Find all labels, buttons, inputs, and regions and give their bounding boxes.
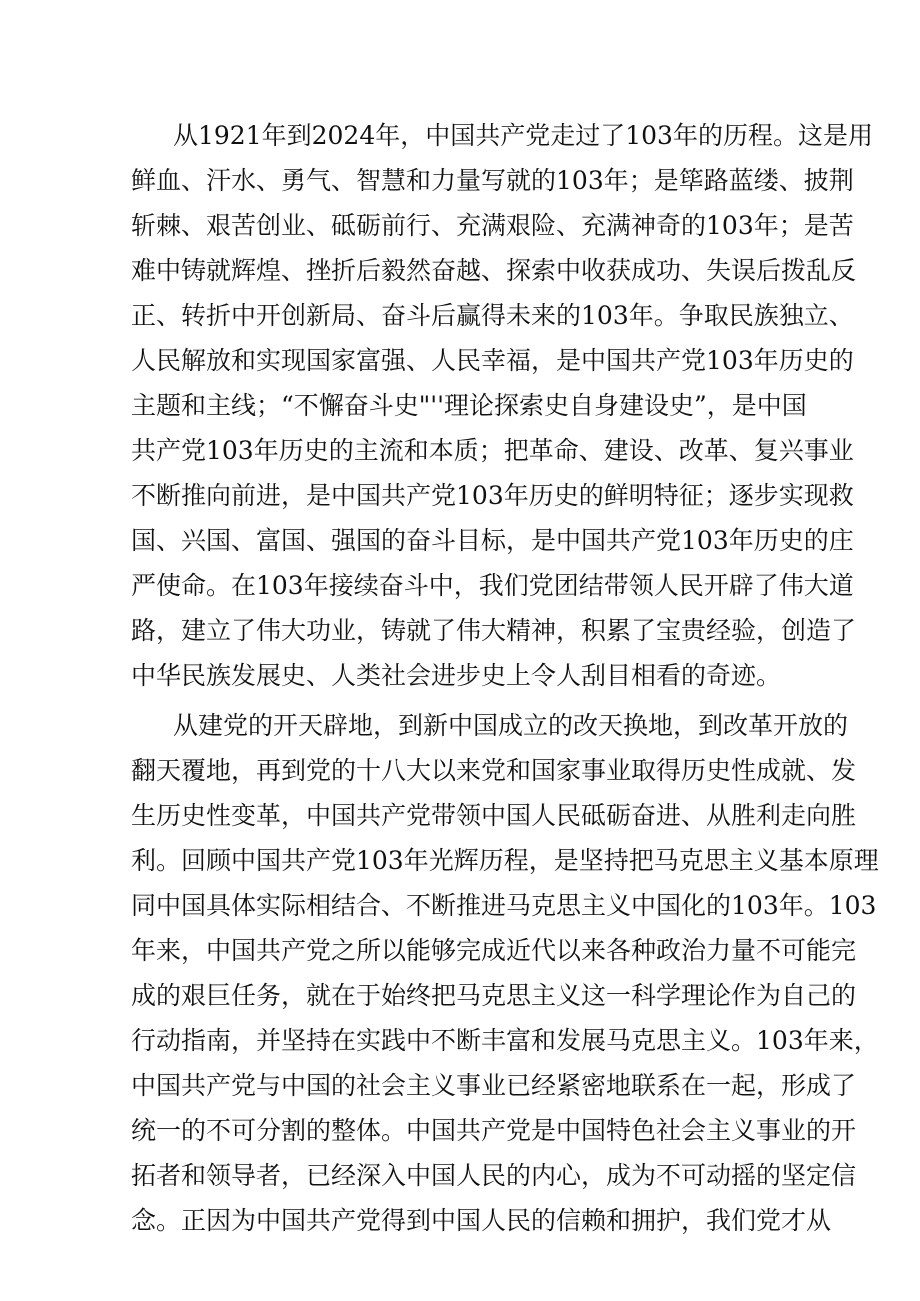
text-line: 鲜血、汗水、勇气、智慧和力量写就的103年；是筚路蓝缕、披荆 [131, 166, 854, 195]
text-line: 拓者和领导者，已经深入中国人民的内心，成为不可动摇的坚定信 [131, 1161, 857, 1190]
text-line: 从建党的开天辟地，到新中国成立的改天换地，到改革开放的 [173, 711, 849, 740]
document-body [131, 113, 879, 1243]
text-line: 难中铸就辉煌、挫折后毅然奋越、探索中收获成功、失误后拨乱反 [131, 256, 857, 285]
text-line: 不断推向前进，是中国共产党103年历史的鲜明特征；逐步实现救 [131, 481, 854, 510]
text-line: 中国共产党与中国的社会主义事业已经紧密地联系在一起，形成了 [131, 1071, 857, 1100]
text-line: 念。正因为中国共产党得到中国人民的信赖和拥护，我们党才从 [131, 1206, 832, 1235]
text-line: 斩棘、艰苦创业、砥砺前行、充满艰险、充满神奇的103年；是苦 [131, 211, 854, 240]
text-line: 生历史性变革，中国共产党带领中国人民砥砺奋进、从胜利走向胜 [131, 801, 857, 830]
text-line: 从1921年到2024年，中国共产党走过了103年的历程。这是用 [173, 121, 873, 150]
text-line: 主题和主线；“不懈奋斗史"''理论探索史自身建设史”，是中国 [131, 391, 807, 420]
text-line: 人民解放和实现国家富强、人民幸福，是中国共产党103年历史的 [131, 346, 854, 375]
text-line: 成的艰巨任务，就在于始终把马克思主义这一科学理论作为自己的 [131, 981, 857, 1010]
text-line: 统一的不可分割的整体。中国共产党是中国特色社会主义事业的开 [131, 1116, 857, 1145]
text-line: 严使命。在103年接续奋斗中，我们党团结带领人民开辟了伟大道 [131, 571, 854, 600]
text-line: 行动指南，并坚持在实践中不断丰富和发展马克思主义。103年来， [131, 1026, 879, 1055]
paragraph-1 [131, 113, 873, 698]
text-line: 翻天覆地，再到党的十八大以来党和国家事业取得历史性成就、发 [131, 756, 857, 785]
text-line: 共产党103年历史的主流和本质；把革命、建设、改革、复兴事业 [131, 436, 854, 465]
text-line: 中华民族发展史、人类社会进步史上令人刮目相看的奇迹。 [131, 661, 782, 690]
text-line: 路，建立了伟大功业，铸就了伟大精神，积累了宝贵经验，创造了 [131, 616, 857, 645]
text-line: 年来，中国共产党之所以能够完成近代以来各种政治力量不可能完 [131, 936, 857, 965]
text-line: 同中国具体实际相结合、不断推进马克思主义中国化的103年。103 [131, 891, 877, 920]
text-line: 正、转折中开创新局、奋斗后赢得未来的103年。争取民族独立、 [131, 301, 854, 330]
text-line: 国、兴国、富国、强国的奋斗目标，是中国共产党103年历史的庄 [131, 526, 854, 555]
paragraph-2 [131, 703, 879, 1243]
text-line: 利。回顾中国共产党103年光辉历程，是坚持把马克思主义基本原理 [131, 846, 879, 875]
